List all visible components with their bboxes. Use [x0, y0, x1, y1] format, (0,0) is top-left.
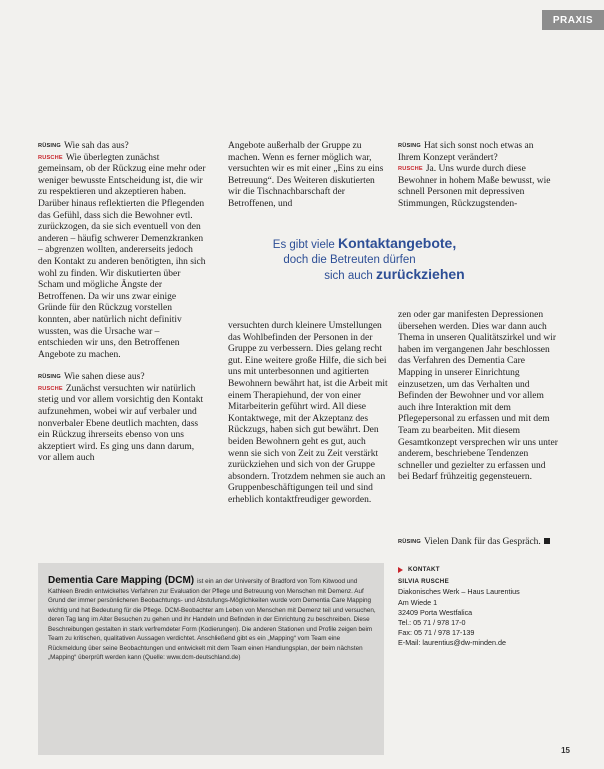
speaker-label: RUSCHE — [398, 166, 423, 173]
contact-line: Tel.: 05 71 / 978 17-0 — [398, 618, 466, 628]
pull-quote-text: doch die Betreuten dürfen — [283, 253, 416, 266]
closing-line — [398, 537, 568, 547]
paragraph — [38, 384, 206, 465]
interview-column-2-top — [228, 141, 388, 211]
triangle-bullet-icon — [398, 567, 403, 573]
pull-quote — [212, 236, 517, 284]
pull-quote-emphasis: zurückziehen — [376, 266, 465, 282]
info-box-text: ist ein an der University of Bradford von Tom Kitwood und Kathleen Bredin entwickeltes Verfahren zur Evaluation der Pflege und Betreuung von Menschen mit Demenz. Auf Grund der immer persönlicheren Beobachtungs- und Abstufungs-Möglichkeiten wurde vom Dementia Care Mapping wichtig und hat Bedeutung für die Pflege. DCM-Beobachter am Leben von Menschen mit Demenz teil und versuchen, deren Tag lang im Alter Besuchen zu gehen und ihr Handeln und Befinden in der Einrichtung zu beschreiben. Diese Beschreibungen gestalten in stark verfremdeter Form (Kodierungen). Die anderen Stationen und Profile zeigen beim Team zu kritischen, qualitativen Aussagen verdichtet. Anschließend gibt es ein „Mapping“ vom Team eine Rückmeldung über seine Beobachtungen und entwickelt mit dem Team einen Handlungsplan, der beim nächsten „Mapping“ überprüft werden kann (Quelle: www.dcm-deutschland.de) — [48, 578, 376, 661]
paragraph — [38, 153, 206, 362]
paragraph-text: Hat sich sonst noch etwas an Ihrem Konzept verändert? — [398, 141, 534, 163]
end-mark-icon — [544, 538, 550, 544]
interview-column-3-bottom — [398, 310, 558, 484]
speaker-label: RÜSING — [38, 374, 61, 381]
paragraph-text: Wie sahen diese aus? — [63, 372, 145, 383]
interview-column-1 — [38, 141, 206, 465]
speaker-label: RÜSING — [38, 143, 61, 149]
interview-column-3-top — [398, 141, 558, 211]
contact-name: SILVIA RUSCHE — [398, 578, 449, 586]
paragraph-text: zen oder gar manifesten Depressionen übersehen werden. Dies war dann auch Thema in unseren Qualitätszirkel und wir haben im vergangenen Jahr beschlossen das Verfahren des Dementia Care Mapping in unserer Einrichtung einzusetzen, um das Verhalten und Befinden der Bewohner und vor allem auch ihre Interaktion mit dem Pflegepersonal zu erfassen und mit dem Team zu bearbeiten. Mit diesem Gesamtkonzept versprechen wir uns unter anderem, beschriebene Tendenzen schneller und gezielter zu erfassen und bei Bedarf frühzeitig gegensteuern. — [398, 310, 558, 483]
speaker-label: RUSCHE — [38, 154, 63, 161]
pull-quote-text: sich auch — [324, 270, 377, 282]
paragraph-text: Wie überlegten zunächst gemeinsam, ob der Rückzug eine mehr oder weniger bewusste Entscheidung ist, die wir zu respektieren und akzeptieren haben. Darüber hinaus reflektierten die Pflegenden das Gefühl, dass sich die Bewohner evtl. zurückzogen, da sie sich eventuell von den anderen – häufig schwerer Demenzkranken – abgrenzen wollten, andererseits jedoch den Kontakt zu anderen benötigten, ihn sich wohl zu finden. Wir diskutierten über Scham und mögliche Ängste der Betroffenen. Da wir uns zwar einige Gründe für den Rückzug vorstellen konnten, aber natürlich nicht definitiv wussten, was die Ursache war – entschieden wir uns, den Betroffenen Angebote zu machen. — [38, 152, 206, 360]
pull-quote-text: Es gibt viele — [272, 239, 338, 251]
info-box-body — [48, 576, 378, 663]
contact-line: Am Wiede 1 — [398, 597, 438, 607]
paragraph — [38, 141, 206, 153]
paragraph — [398, 141, 558, 164]
contact-email: E-Mail: laurentius@dw-minden.de — [398, 638, 506, 648]
paragraph-text: versuchten durch kleinere Umstellungen das Wohlbefinden der Personen in der Gruppe zu verbessern. Dies gelang recht gut. Eine weitere große Hilfe, die sich bei uns mit unterbesonnen und agitierten Bewohnern bewährt hat, ist die Arbeit mit einem Therapiehund, der von einer Mitarbeiterin geführt wird. All diese Kontaktwege, mit der Akzeptanz des Rückzugs, haben sich gut bewährt. Den beiden Bewohnern geht es gut, auch wenn sie sich von Zeit zu Zeit verstärkt zurückziehen und sich von der Gruppe absondern. Trotzdem nehmen sie auch an Gruppenbeschäftigungen teil und sind erheblich kontaktfreudiger geworden. — [228, 321, 388, 505]
info-box — [38, 563, 384, 755]
paragraph-text: Ja. Uns wurde durch diese Bewohner in hohem Maße bewusst, wie schnell Personen mit depressiven Stimmungen, Rückzugstenden- — [398, 164, 551, 209]
paragraph — [38, 372, 206, 384]
paragraph-text: Wie sah das aus? — [63, 141, 129, 151]
interview-column-2-bottom — [228, 321, 388, 507]
contact-line: Diakonisches Werk – Haus Laurentius — [398, 587, 520, 597]
pull-quote-emphasis: Kontaktangebote, — [337, 235, 457, 251]
speaker-label: RUSCHE — [38, 385, 63, 392]
paragraph-text: Zunächst versuchten wir natürlich stetig und vor allem vorsichtig den Kontakt aufzunehmen, wobei wir auf verbaler und nonverbaler Ebene deutlich machten, dass ein Rückzug ihrerseits ebenso von uns akzeptiert wird. Es ging uns dann darum, vor allem auch — [38, 383, 204, 464]
contact-line: 32409 Porta Westfalica — [398, 607, 473, 617]
contact-block — [398, 565, 568, 649]
paragraph-text: Angebote außerhalb der Gruppe zu machen. Wenn es ferner möglich war, versuchten wir es mit einer „Eins zu eins Betreuung“. Des Weiteren diskutierten wir die Tischnachbarschaft der Betroffenen, und — [228, 141, 384, 209]
section-tag: PRAXIS — [542, 10, 604, 30]
contact-header — [398, 565, 568, 575]
speaker-label: RÜSING — [398, 539, 421, 545]
page-number: 15 — [561, 746, 570, 755]
speaker-label: RÜSING — [398, 143, 421, 149]
paragraph — [398, 164, 558, 210]
contact-label: KONTAKT — [408, 566, 440, 573]
contact-line: Fax: 05 71 / 978 17-139 — [398, 628, 475, 638]
closing-text: Vielen Dank für das Gespräch. — [423, 537, 541, 547]
info-box-title: Dementia Care Mapping (DCM) — [48, 575, 195, 586]
